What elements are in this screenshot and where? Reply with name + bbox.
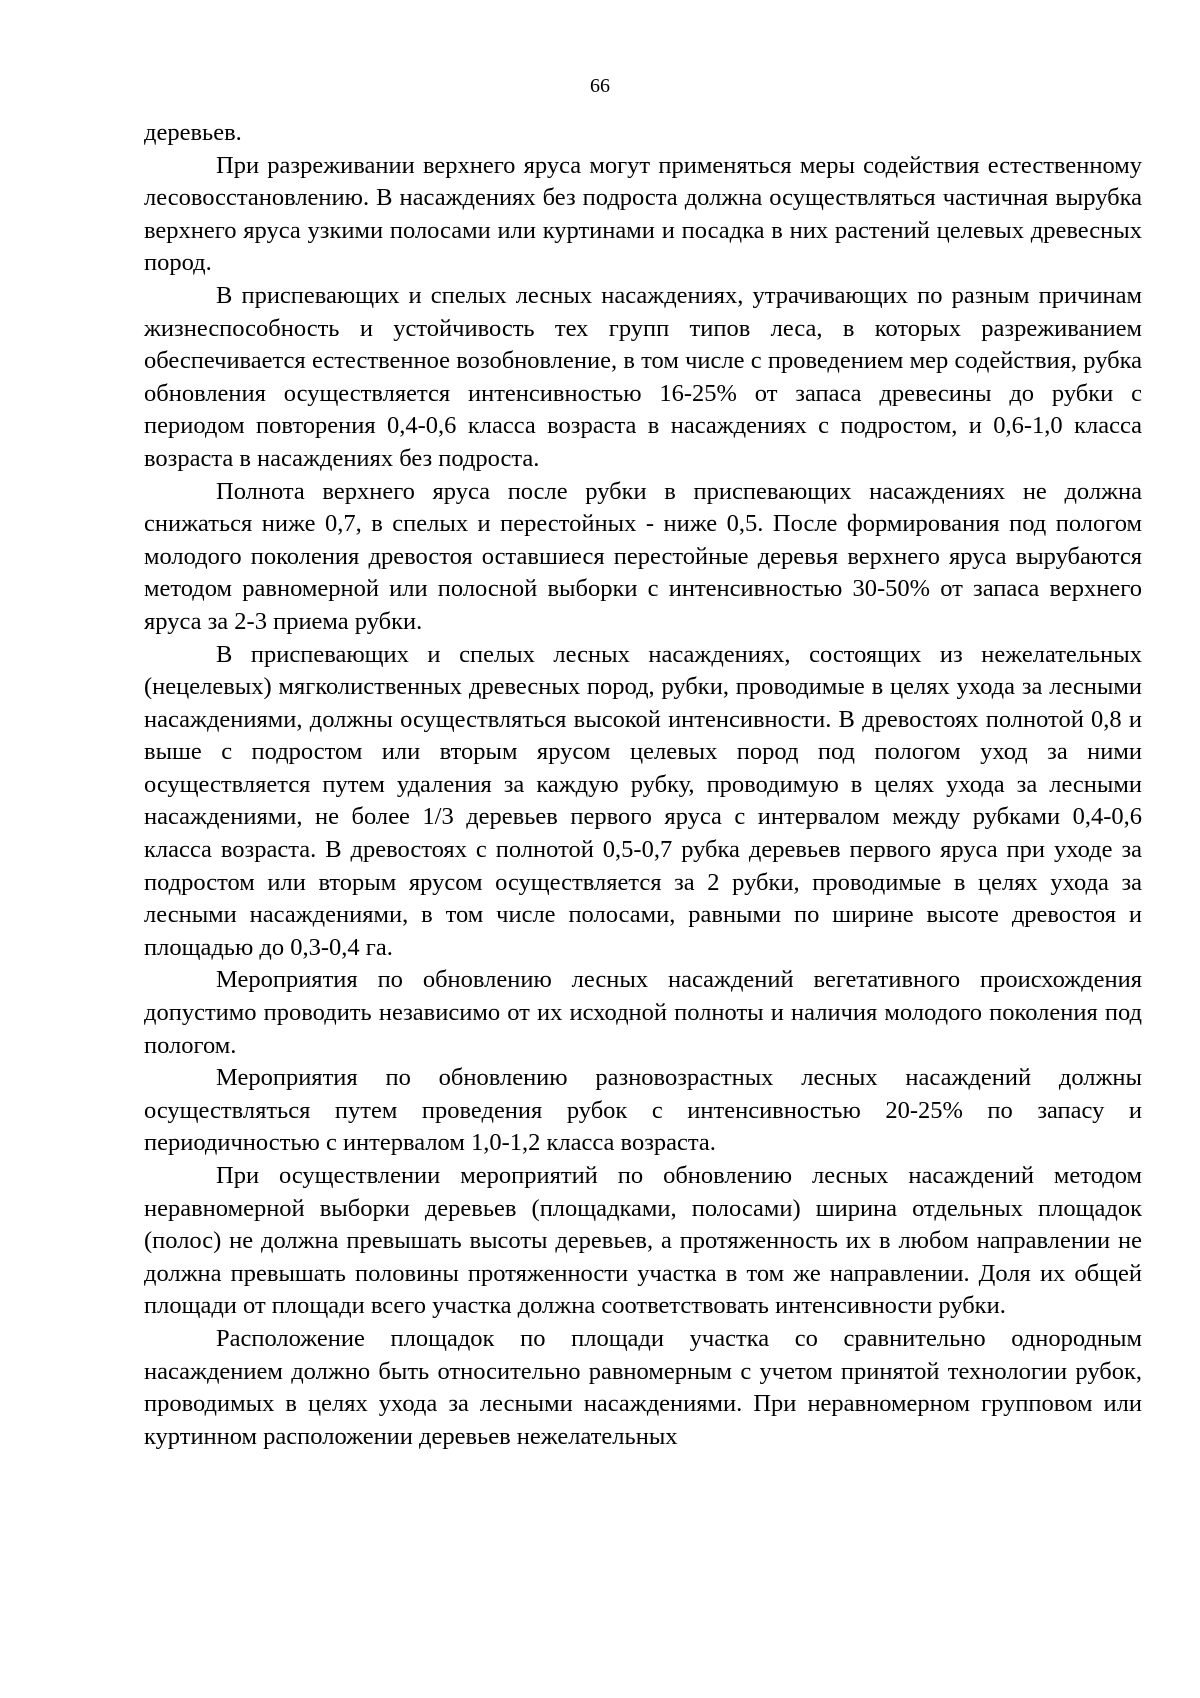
paragraph: Расположение площадок по площади участка со сравнительно однородным насаждением должно быть относительно равномерным с учетом принятой технологии рубок, проводимых в целях ухода за лесными насаждениями. При неравномерном групповом или куртинном расположении деревьев нежелательных [144,1324,1142,1450]
paragraph: В приспевающих и спелых лесных насаждениях, состоящих из нежелательных (нецелевых) мягколиственных древесных пород, рубки, проводимые в целях ухода за лесными насаждениями, должны осуществляться высокой интенсивности. В древостоях полнотой 0,8 и выше с подростом или вторым ярусом целевых пород под пологом уход за ними осуществляется путем удаления за каждую рубку, проводимую в целях ухода за лесными насаждениями, не более 1/3 деревьев первого яруса с интервалом между рубками 0,4-0,6 класса возраста. В древостоях с полнотой 0,5-0,7 рубка деревьев первого яруса при уходе за подростом или вторым ярусом осуществляется за 2 рубки, проводимые в целях ухода за лесными насаждениями, в том числе полосами, равными по ширине высоте древостоя и площадью до 0,3-0,4 га. [144,640,1142,961]
paragraph: Мероприятия по обновлению лесных насаждений вегетативного происхождения допустимо проводить независимо от их исходной полноты и наличия молодого поколения под пологом. [144,966,1142,1059]
paragraph: При осуществлении мероприятий по обновлению лесных насаждений методом неравномерной выборки деревьев (площадками, полосами) ширина отдельных площадок (полос) не должна превышать высоты деревьев, а протяженность их в любом направлении не должна превышать половины протяженности участка в том же направлении. Доля их общей площади от площади всего участка должна соответствовать интенсивности рубки. [144,1162,1142,1320]
page-number: 66 [590,75,610,97]
paragraph: Полнота верхнего яруса после рубки в приспевающих насаждениях не должна снижаться ниже 0,7, в спелых и перестойных - ниже 0,5. После формирования под пологом молодого поколения древостоя оставшиеся перестойные деревья верхнего яруса вырубаются методом равномерной или полосной выборки с интенсивностью 30-50% от запаса верхнего яруса за 2-3 приема рубки. [144,477,1142,635]
document-body [144,117,1142,1453]
paragraph: В приспевающих и спелых лесных насаждениях, утрачивающих по разным причинам жизнеспособность и устойчивость тех групп типов леса, в которых разреживанием обеспечивается естественное возобновление, в том числе с проведением мер содействия, рубка обновления осуществляется интенсивностью 16-25% от запаса древесины до рубки с периодом повторения 0,4-0,6 класса возраста в насаждениях с подростом, и 0,6-1,0 класса возраста в насаждениях без подроста. [144,281,1142,472]
paragraph: При разреживании верхнего яруса могут применяться меры содействия естественному лесовосстановлению. В насаждениях без подроста должна осуществляться частичная вырубка верхнего яруса узкими полосами или куртинами и посадка в них растений целевых древесных пород. [144,151,1142,277]
paragraph: Мероприятия по обновлению разновозрастных лесных насаждений должны осуществляться путем проведения рубок с интенсивностью 20-25% по запасу и периодичностью с интервалом 1,0-1,2 класса возраста. [144,1064,1142,1157]
paragraph-continuation: деревьев. [144,119,242,146]
